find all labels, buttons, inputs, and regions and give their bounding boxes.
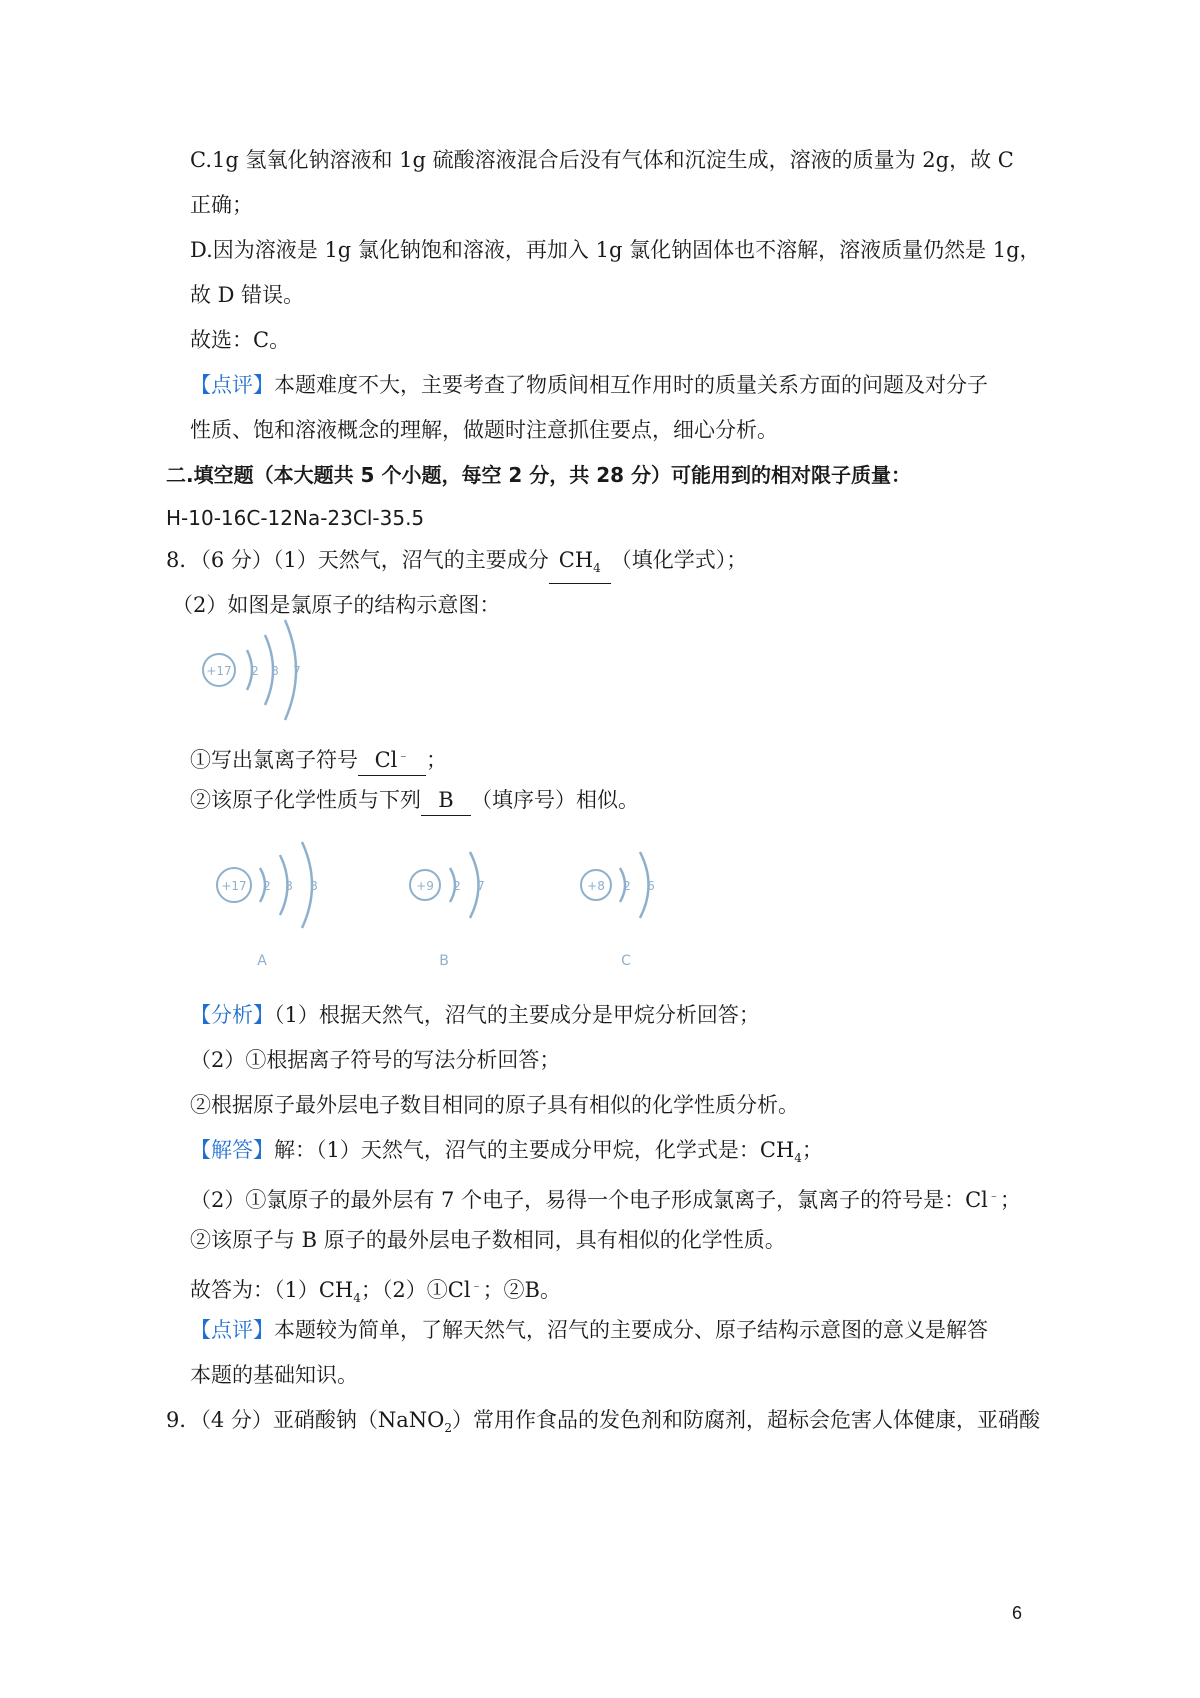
option-b-atom	[410, 852, 485, 969]
options-diagram	[200, 830, 680, 980]
section-masses: H-10-16C-12Na-23Cl-35.5	[166, 506, 425, 530]
option-c-shell-2: 6	[647, 879, 655, 893]
shell-count-2: 8	[271, 664, 279, 678]
question-8	[166, 545, 747, 584]
choice-line: 故选：C。	[190, 328, 291, 352]
option-c-nucleus: +8	[587, 879, 605, 893]
answer-1-end: ；	[801, 1138, 823, 1162]
q8-blank-text: CH	[558, 548, 594, 572]
q8-i-blank-text: Cl	[374, 748, 398, 772]
option-d-line1: D.因为溶液是 1g 氯化钠饱和溶液，再加入 1g 氯化钠固体也不溶解，溶液质量仍然是 1g，	[190, 238, 1041, 262]
option-a-shell-2: 8	[285, 879, 293, 893]
q8-ii-blank: B	[421, 785, 471, 816]
q8-i-blank	[358, 740, 426, 776]
review-2-text: 本题较为简单，了解天然气，沼气的主要成分、原子结构示意图的意义是解答	[274, 1318, 988, 1342]
option-c-shell-1: 2	[623, 879, 631, 893]
answer-line3: ②该原子与 B 原子的最外层电子数相同，具有相似的化学性质。	[190, 1228, 786, 1252]
answer-text-2: （2）①氯原子的最外层有 7 个电子，易得一个电子形成氯离子，氯离子的符号是：Cl	[190, 1188, 988, 1212]
question-8-part-2: （2）如图是氯原子的结构示意图：	[172, 593, 501, 617]
option-b-shell-1: 2	[453, 879, 461, 893]
option-c-line2: 正确；	[190, 193, 253, 217]
shell-count-1: 2	[251, 664, 259, 678]
q8-i-prefix: ①写出氯离子符号	[190, 748, 358, 772]
section-title: 二.填空题（本大题共 5 个小题，每空 2 分，共 28 分）可能用到的相对限子质量：	[166, 463, 912, 487]
q8-prefix: 8．（6 分）（1）天然气，沼气的主要成分	[166, 548, 549, 572]
q9-text-a: 9．（4 分）亚硝酸钠（NaNO	[166, 1408, 445, 1432]
answer-line2	[190, 1180, 1021, 1215]
answer-text-1: 解：（1）天然气，沼气的主要成分甲烷，化学式是：CH	[274, 1138, 795, 1162]
q8-i-suffix: ；	[426, 748, 447, 772]
option-b-label: B	[439, 953, 449, 969]
final-a: 故答为：（1）CH	[190, 1278, 354, 1302]
review-text: 本题难度不大，主要考查了物质间相互作用时的质量关系方面的问题及对分子	[274, 373, 988, 397]
final-b-sup: ﹣	[470, 1278, 483, 1292]
option-c-line1: C.1g 氢氧化钠溶液和 1g 硫酸溶液混合后没有气体和沉淀生成，溶液的质量为 2g，故 C	[190, 148, 1014, 172]
final-a-sub: 4	[353, 1291, 361, 1306]
option-b-nucleus: +9	[416, 879, 434, 893]
option-a-shell-3: 8	[310, 879, 318, 893]
review-2-line2: 本题的基础知识。	[190, 1363, 358, 1387]
answer-2-end: ；	[999, 1188, 1021, 1212]
nucleus-charge: +17	[206, 664, 232, 678]
option-d-line2: 故 D 错误。	[190, 283, 305, 307]
question-8-item-2	[190, 785, 639, 816]
analysis-line2: （2）①根据离子符号的写法分析回答；	[190, 1048, 561, 1072]
review-2-line1	[190, 1315, 988, 1345]
analysis-tag: 【分析】	[190, 1003, 274, 1027]
q8-ii-suffix: （填序号）相似。	[471, 788, 639, 812]
q8-answer-blank	[549, 545, 611, 584]
final-c: ；②B。	[482, 1278, 561, 1302]
review-2-tag: 【点评】	[190, 1318, 274, 1342]
q8-blank-sub: 4	[593, 561, 601, 576]
shell-count-3: 7	[293, 664, 301, 678]
page-number: 6	[1012, 1603, 1023, 1623]
q8-ii-prefix: ②该原子化学性质与下列	[190, 788, 421, 812]
q9-text-b: ）常用作食品的发色剂和防腐剂，超标会危害人体健康，亚硝酸	[452, 1408, 1041, 1432]
question-9	[166, 1405, 1040, 1443]
answer-tag: 【解答】	[190, 1138, 274, 1162]
option-a-atom	[217, 842, 318, 969]
option-b-shell-2: 7	[477, 879, 485, 893]
option-a-nucleus: +17	[221, 879, 247, 893]
q9-sub: 2	[444, 1421, 453, 1436]
chlorine-atom-diagram	[195, 615, 325, 725]
analysis-text-1: （1）根据天然气，沼气的主要成分是甲烷分析回答；	[274, 1003, 760, 1027]
final-b: ；（2）①Cl	[360, 1278, 471, 1302]
question-8-item-1	[190, 740, 447, 776]
answer-2-sup: ﹣	[987, 1188, 1000, 1202]
answer-1-sub: 4	[794, 1151, 802, 1166]
option-c-atom	[581, 852, 655, 969]
option-a-shell-1: 2	[263, 879, 271, 893]
review-1-line2: 性质、饱和溶液概念的理解，做题时注意抓住要点，细心分析。	[190, 418, 778, 442]
answer-line1	[190, 1135, 823, 1173]
analysis-line1	[190, 1000, 760, 1030]
analysis-line3: ②根据原子最外层电子数目相同的原子具有相似的化学性质分析。	[190, 1093, 799, 1117]
q8-i-blank-sup: ﹣	[397, 748, 410, 762]
q8-suffix: （填化学式）；	[610, 548, 748, 572]
review-tag: 【点评】	[190, 373, 274, 397]
option-a-label: A	[257, 953, 267, 969]
review-1-line1	[190, 370, 988, 400]
final-answer	[190, 1270, 561, 1313]
option-c-label: C	[621, 953, 631, 969]
